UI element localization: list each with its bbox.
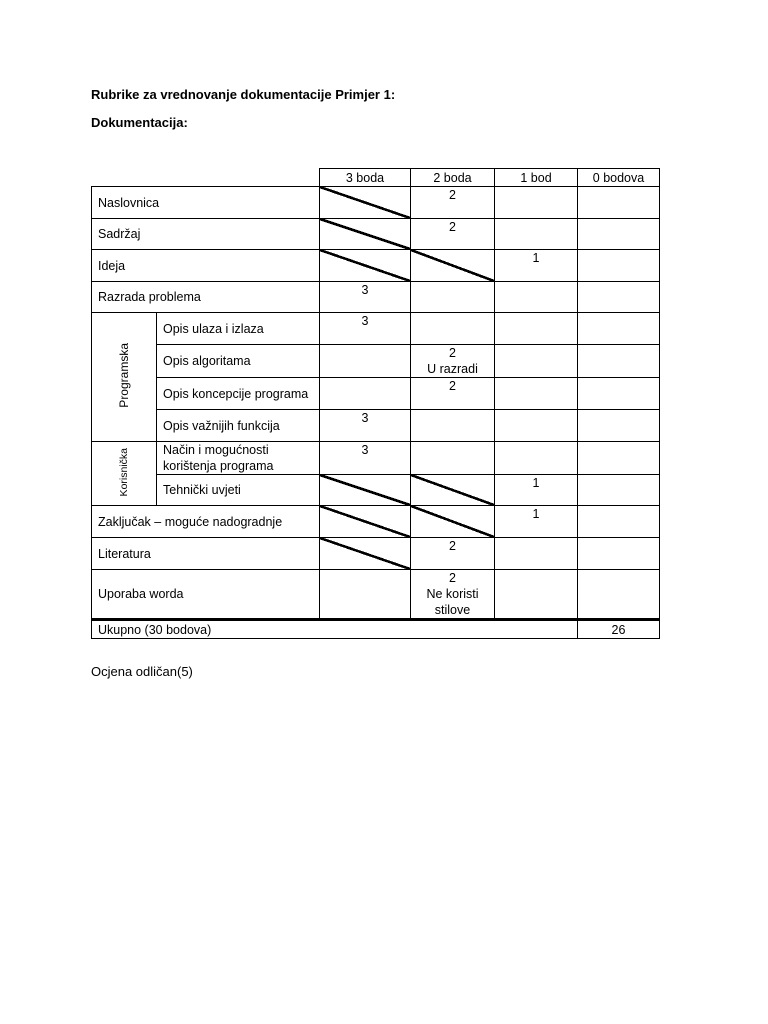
total-row: [92, 620, 660, 639]
score-cell: 1: [495, 506, 578, 538]
score-cell: [578, 187, 660, 219]
crossed-cell: [320, 187, 411, 219]
label-line: korištenja programa: [163, 459, 274, 473]
score-cell: [578, 219, 660, 250]
row-label-opis-algoritama: Opis algoritama: [157, 345, 320, 378]
row-label-uporaba-worda: Uporaba worda: [92, 570, 320, 620]
row-label-zakljucak: Zaključak – moguće nadogradnje: [92, 506, 320, 538]
score-cell: [320, 345, 411, 378]
score-cell: 2: [411, 538, 495, 570]
score-cell: 2: [411, 219, 495, 250]
total-label: Ukupno (30 bodova): [92, 620, 578, 639]
score-cell: [495, 345, 578, 378]
score-cell: [411, 442, 495, 475]
score-cell: [578, 378, 660, 410]
score-cell: 3: [320, 442, 411, 475]
score-cell: [495, 313, 578, 345]
section-heading: Dokumentacija:: [91, 115, 188, 130]
crossed-cell: [320, 538, 411, 570]
score-cell: [578, 410, 660, 442]
score-cell: 1: [495, 475, 578, 506]
score-cell: [495, 442, 578, 475]
score-note: U razradi: [427, 362, 478, 376]
score-cell: [495, 410, 578, 442]
row-label-sadrzaj: Sadržaj: [92, 219, 320, 250]
header-3-boda: 3 boda: [320, 169, 411, 187]
score-cell-with-note: [411, 345, 495, 378]
group-label-text: Programska: [117, 343, 131, 408]
score-cell: [495, 378, 578, 410]
group-label-programska: [92, 313, 157, 442]
table-row: [92, 282, 660, 313]
row-label-tehnicki-uvjeti: Tehnički uvjeti: [157, 475, 320, 506]
score-cell: [495, 282, 578, 313]
row-label-naslovnica: Naslovnica: [92, 187, 320, 219]
header-0-bodova: 0 bodova: [578, 169, 660, 187]
group-label-text: Korisnička: [118, 447, 130, 497]
score-note: Ne koristi: [426, 587, 479, 601]
row-label-razrada-problema: Razrada problema: [92, 282, 320, 313]
score-cell: [320, 570, 411, 620]
header-1-bod: 1 bod: [495, 169, 578, 187]
table-row: [92, 410, 660, 442]
table-row: [92, 570, 660, 620]
document-title: Rubrike za vrednovanje dokumentacije Primjer 1:: [91, 87, 396, 102]
row-label-opis-ulaza: Opis ulaza i izlaza: [157, 313, 320, 345]
score-cell-with-note: [411, 570, 495, 620]
score-cell: [495, 219, 578, 250]
total-value: 26: [578, 620, 660, 639]
table-row: [92, 506, 660, 538]
crossed-cell: [320, 219, 411, 250]
score-cell: [320, 378, 411, 410]
score-cell: [495, 538, 578, 570]
table-header-row: [92, 169, 660, 187]
row-label-nacin-koristenja: [157, 442, 320, 475]
score-cell: [495, 187, 578, 219]
score-value: 2: [449, 346, 456, 360]
crossed-cell: [411, 475, 495, 506]
table-row: [92, 187, 660, 219]
table-row: [92, 538, 660, 570]
score-cell: 2: [411, 378, 495, 410]
group-label-korisnicka: [92, 442, 157, 506]
score-cell: [578, 250, 660, 282]
final-grade: Ocjena odličan(5): [91, 664, 193, 679]
table-row: [92, 475, 660, 506]
crossed-cell: [320, 250, 411, 282]
crossed-cell: [411, 250, 495, 282]
score-cell: [578, 506, 660, 538]
crossed-cell: [320, 475, 411, 506]
header-corner: [92, 169, 320, 187]
table-row: [92, 345, 660, 378]
table-row: [92, 313, 660, 345]
score-cell: [578, 475, 660, 506]
score-note: stilove: [434, 603, 471, 617]
table-row: [92, 442, 660, 475]
row-label-opis-funkcija: Opis važnijih funkcija: [157, 410, 320, 442]
score-cell: 3: [320, 410, 411, 442]
score-cell: 1: [495, 250, 578, 282]
score-cell: [578, 282, 660, 313]
score-cell: [495, 570, 578, 620]
crossed-cell: [320, 506, 411, 538]
table-row: [92, 378, 660, 410]
crossed-cell: [411, 506, 495, 538]
score-cell: 2: [411, 187, 495, 219]
header-2-boda: 2 boda: [411, 169, 495, 187]
score-cell: [578, 538, 660, 570]
score-value: 2: [449, 571, 456, 585]
score-cell: [578, 313, 660, 345]
row-label-ideja: Ideja: [92, 250, 320, 282]
score-cell: 3: [320, 282, 411, 313]
label-line: Način i mogućnosti: [163, 443, 269, 457]
rubric-table: [91, 168, 660, 639]
score-cell: [411, 282, 495, 313]
score-cell: [411, 410, 495, 442]
score-cell: [411, 313, 495, 345]
score-cell: [578, 570, 660, 620]
score-cell: [578, 442, 660, 475]
row-label-literatura: Literatura: [92, 538, 320, 570]
table-row: [92, 219, 660, 250]
score-cell: 3: [320, 313, 411, 345]
table-row: [92, 250, 660, 282]
row-label-opis-koncepcije: Opis koncepcije programa: [157, 378, 320, 410]
score-cell: [578, 345, 660, 378]
